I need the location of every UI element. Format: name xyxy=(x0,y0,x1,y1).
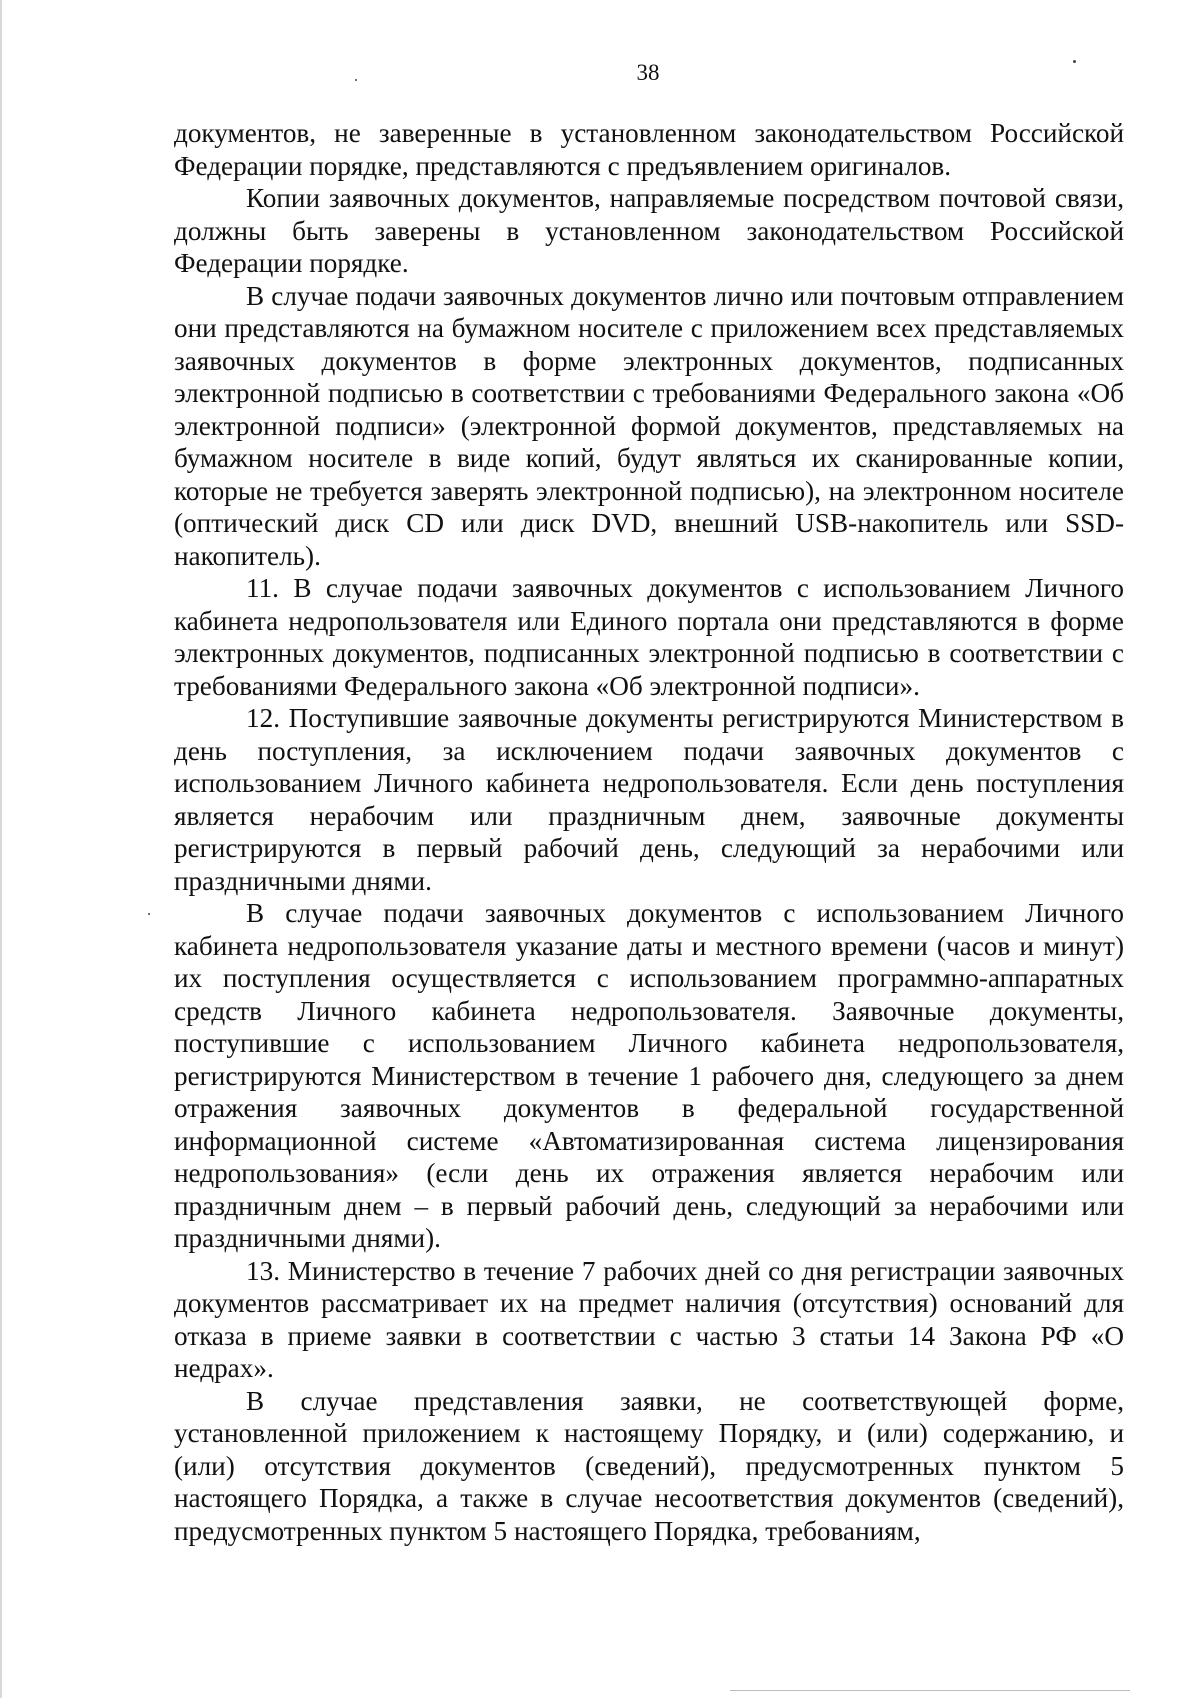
scan-speck xyxy=(148,913,150,915)
paragraph-personal-cabinet: В случае подачи заявочных документов с использованием Личного кабинета недропользователя указание даты и местного времени (часов и минут) их поступления осуществляется с использованием программно-аппаратных средств Личного кабинета недропользователя. Заявочные документы, поступившие с использованием Личного кабинета недропользователя, регистрируются Министерством в течение 1 рабочего дня, следующего за днем отражения заявочных документов в федеральной государственной информационной системе «Автоматизированная система лицензирования недропользования» (если день их отражения является нерабочим или праздничным днем – в первый рабочий день, следующий за нерабочими или праздничными днями). xyxy=(174,898,1124,1253)
scan-edge-line xyxy=(0,0,2,1698)
document-body xyxy=(174,117,1124,1547)
paragraph-postal-copies: Копии заявочных документов, направляемые посредством почтовой связи, должны быть заверены в установленном законодательством Российской Федерации порядке. xyxy=(174,183,1124,278)
page-number: 38 xyxy=(636,60,660,85)
paragraph-paper-submission: В случае подачи заявочных документов лично или почтовым отправлением они представляются на бумажном носителе с приложением всех представляемых заявочных документов в форме электронных документов, подписанных электронной подписью в соответствии с требованиями Федерального закона «Об электронной подписи» (электронной формой документов, представляемых на бумажном носителе в виде копий, будут являться их сканированные копии, которые не требуется заверять электронной подписью), на электронном носителе (оптический диск CD или диск DVD, внешний USB-накопитель или SSD-накопитель). xyxy=(174,280,1124,571)
paragraph-item-13: 13. Министерство в течение 7 рабочих дней со дня регистрации заявочных документов рассматривает их на предмет наличия (отсутствия) оснований для отказа в приеме заявки в соответствии с частью 3 статьи 14 Закона РФ «О недрах». xyxy=(174,1255,1124,1383)
bottom-rule xyxy=(730,1690,1130,1691)
paragraph-item-11: 11. В случае подачи заявочных документов с использованием Личного кабинета недропользователя или Единого портала они представляются в форме электронных документов, подписанных электронной подписью в соответствии с требованиями Федерального закона «Об электронной подписи». xyxy=(174,573,1124,701)
paragraph-item-12: 12. Поступившие заявочные документы регистрируются Министерством в день поступления, за исключением подачи заявочных документов с использованием Личного кабинета недропользователя. Если день поступления является нерабочим или праздничным днем, заявочные документы регистрируются в первый рабочий день, следующий за нерабочими или праздничными днями. xyxy=(174,703,1124,896)
paragraph-nonconformity: В случае представления заявки, не соответствующей форме, установленной приложением к настоящему Порядку, и (или) содержанию, и (или) отсутствия документов (сведений), предусмотренных пунктом 5 настоящего Порядка, а также в случае несоответствия документов (сведений), предусмотренных пунктом 5 настоящего Порядка, требованиям, xyxy=(174,1385,1124,1546)
paragraph-continuation: документов, не заверенные в установленном законодательством Российской Федерации порядке, представляются с предъявлением оригиналов. xyxy=(174,118,1124,181)
